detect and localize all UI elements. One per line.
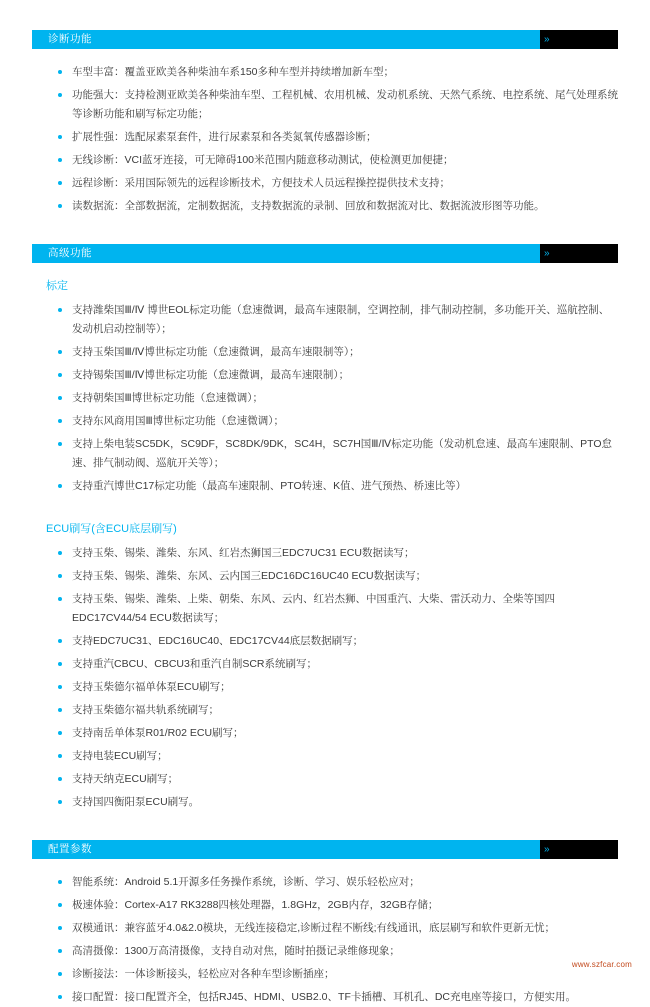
list-item: 远程诊断：采用国际领先的远程诊断技术，方便技术人员远程操控提供技术支持； [58,174,618,193]
list-item: 支持玉柴德尔福共轨系统刷写； [58,701,618,720]
list-item: 支持玉柴、锡柴、潍柴、东风、红岩杰狮国三EDC7UC31 ECU数据读写； [58,544,618,563]
section-title: 配置参数 [48,843,92,855]
list-item: 读数据流：全部数据流，定制数据流，支持数据流的录制、回放和数据流对比、数据流波形图等功能。 [58,197,618,216]
diagnostic-feature-list [32,63,618,216]
section-header-tail [540,840,618,859]
section-header-advanced [32,244,618,263]
list-item: 支持玉柴、锡柴、潍柴、东风、云内国三EDC16DC16UC40 ECU数据读写； [58,567,618,586]
calibration-feature-list [32,301,618,496]
section-header-diagnostic [32,30,618,49]
list-item: 支持上柴电装SC5DK，SC9DF，SC8DK/9DK，SC4H，SC7H国Ⅲ/Ⅳ标定功能（发动机怠速、最高车速限制、PTO怠速、排气制动阀、巡航开关等）； [58,435,618,473]
list-item: 支持国四衡阳泵ECU刷写。 [58,793,618,812]
list-item: 接口配置：接口配置齐全，包括RJ45、HDMI、USB2.0、TF卡插槽、耳机孔、DC充电座等接口，方便实用。 [58,988,618,1007]
list-item: 支持重汽CBCU、CBCU3和重汽自制SCR系统刷写； [58,655,618,674]
list-item: 支持EDC7UC31、EDC16UC40、EDC17CV44底层数据刷写； [58,632,618,651]
list-item: 支持电装ECU刷写； [58,747,618,766]
list-item: 扩展性强：选配尿素泵套件，进行尿素泵和各类氮氧传感器诊断； [58,128,618,147]
list-item: 双模通讯：兼容蓝牙4.0&2.0模块，无线连接稳定,诊断过程不断线;有线通讯，底层刷写和软件更新无忧； [58,919,618,938]
list-item: 支持潍柴国Ⅲ/Ⅳ 博世EOL标定功能（怠速微调，最高车速限制，空调控制，排气制动控制，多功能开关、巡航控制、发动机启动控制等）； [58,301,618,339]
list-item: 智能系统：Android 5.1开源多任务操作系统，诊断、学习、娱乐轻松应对； [58,873,618,892]
section-title: 诊断功能 [48,33,92,45]
subsection-title: 标定 [46,280,68,292]
list-item: 无线诊断：VCI蓝牙连接，可无障碍100米范围内随意移动测试，使检测更加便捷； [58,151,618,170]
footer-website-url: www.szfcar.com [571,960,632,969]
list-item: 支持东风商用国Ⅲ博世标定功能（怠速微调）； [58,412,618,431]
list-item: 功能强大：支持检测亚欧美各种柴油车型、工程机械、农用机械、发动机系统、天然气系统、电控系统、尾气处理系统等诊断功能和刷写标定功能； [58,86,618,124]
list-item: 支持重汽博世C17标定功能（最高车速限制、PTO转速、K值、进气预热、桥速比等） [58,477,618,496]
section-header-tail [540,30,618,49]
list-item: 支持玉柴德尔福单体泵ECU刷写； [58,678,618,697]
list-item: 高清摄像：1300万高清摄像，支持自动对焦，随时拍摄记录维修现象； [58,942,618,961]
section-header-config [32,840,618,859]
list-item: 支持朝柴国Ⅲ博世标定功能（怠速微调）； [58,389,618,408]
list-item: 诊断接法：一体诊断接头，轻松应对各种车型诊断插座； [58,965,618,984]
config-parameter-list [32,873,618,1007]
section-header-tail [540,244,618,263]
list-item: 支持玉柴、锡柴、潍柴、上柴、朝柴、东风、云内、红岩杰狮、中国重汽、大柴、雷沃动力、全柴等国四EDC17CV44/54 ECU数据读写； [58,590,618,628]
section-title: 高级功能 [48,247,92,259]
list-item: 支持天纳克ECU刷写； [58,770,618,789]
list-item: 车型丰富：覆盖亚欧美各种柴油车系150多种车型并持续增加新车型； [58,63,618,82]
advanced-group-ecu-flash [32,520,618,812]
list-item: 极速体验：Cortex-A17 RK3288四核处理器，1.8GHz，2GB内存，32GB存储； [58,896,618,915]
subsection-title: ECU刷写(含ECU底层刷写) [46,523,177,535]
list-item: 支持锡柴国Ⅲ/Ⅳ博世标定功能（怠速微调，最高车速限制）； [58,366,618,385]
advanced-group-calibration [32,277,618,496]
ecu-flash-feature-list [32,544,618,812]
list-item: 支持南岳单体泵R01/R02 ECU刷写； [58,724,618,743]
chevron-right-icon: » [544,844,549,855]
chevron-right-icon: » [544,34,549,45]
chevron-right-icon: » [544,248,549,259]
list-item: 支持玉柴国Ⅲ/Ⅳ博世标定功能（怠速微调，最高车速限制等）； [58,343,618,362]
